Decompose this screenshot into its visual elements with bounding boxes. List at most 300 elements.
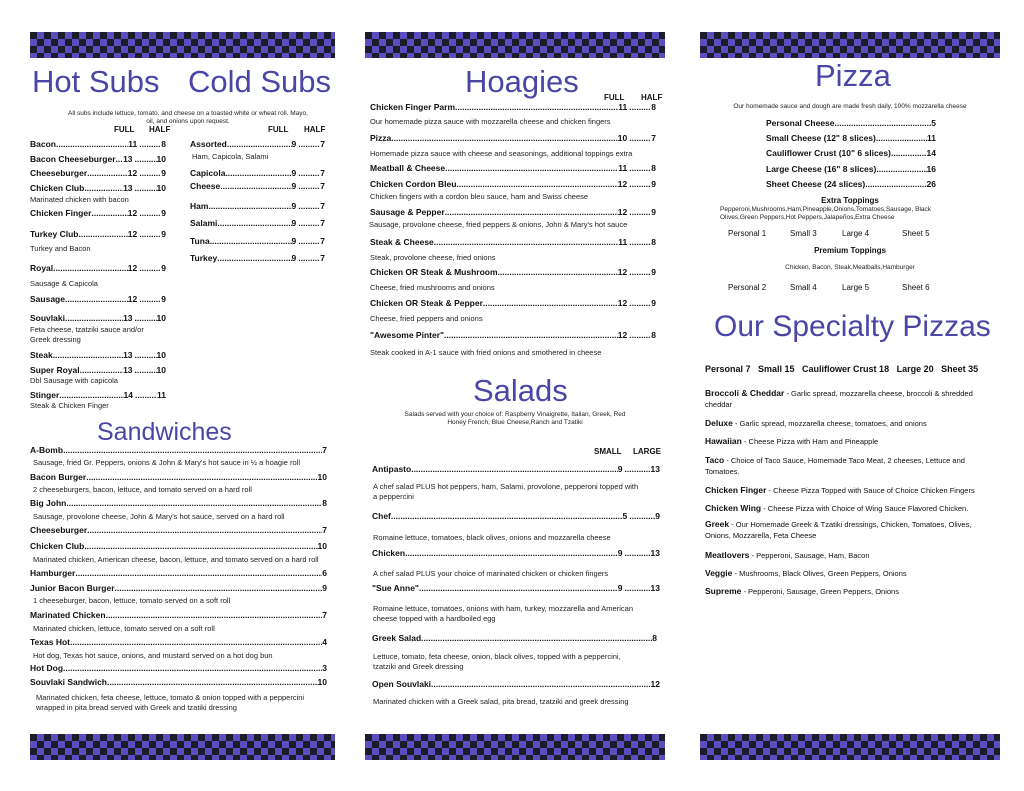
dot-leader <box>79 229 128 239</box>
pizza-title: Pizza <box>815 58 891 93</box>
item-price-large: 9 <box>655 511 660 521</box>
item-name: "Awesome Pinter" <box>370 330 445 340</box>
specialty-name: Taco <box>705 455 725 465</box>
specialty-name: Veggie <box>705 568 733 578</box>
topping-price: Large 4 <box>842 229 870 238</box>
item-name: Pizza <box>370 133 392 143</box>
checker-border-top <box>365 32 665 58</box>
item-price-full: 12 <box>127 168 138 178</box>
dot-leader <box>298 139 320 149</box>
premium-toppings-list: Chicken, Bacon, Steak,Meatballs,Hamburger <box>785 264 915 271</box>
specialty-pizza-item <box>705 519 990 541</box>
dot-leader <box>135 390 157 400</box>
item-name: Turkey <box>190 253 218 263</box>
item-name: Chicken <box>372 548 406 558</box>
item-name: Cheeseburger <box>30 168 88 178</box>
item-name: Cheese <box>190 181 221 191</box>
item-price-full: 12 <box>617 207 628 217</box>
item-description: 1 cheeseburger, bacon, lettuce, tomato served on a soft roll <box>33 596 231 605</box>
item-name: Capicola <box>190 168 226 178</box>
item-price-large: 13 <box>650 583 660 593</box>
item-price-full: 9 <box>291 181 297 191</box>
dot-leader <box>629 267 651 277</box>
dot-leader <box>65 313 123 323</box>
item-price-full: 9 <box>291 168 297 178</box>
menu-item-row <box>30 663 327 673</box>
item-price-half: 9 <box>161 208 166 218</box>
menu-item-row <box>372 511 660 521</box>
dot-leader <box>135 154 157 164</box>
specialty-desc: - Cheese Pizza with Choice of Wing Sauce Flavored Chicken. <box>761 504 969 513</box>
menu-item-row <box>30 229 166 239</box>
item-description: Marinated chicken, lettuce, tomato served on a soft roll <box>33 624 215 633</box>
item-price-half: 9 <box>161 263 166 273</box>
dot-leader <box>625 464 651 474</box>
dot-leader <box>891 148 927 158</box>
specialty-prices: Personal 7 Small 15 Cauliflower Crust 18 Large 20 Sheet 35 <box>705 364 979 374</box>
menu-item-row <box>190 218 325 228</box>
item-name: Chicken Finger Parm <box>370 102 456 112</box>
dot-leader <box>298 236 320 246</box>
specialty-name: Chicken Wing <box>705 503 762 513</box>
item-description: Feta cheese, tzatziki sauce and/or Greek dressing <box>30 325 144 344</box>
specialty-name: Deluxe <box>705 418 733 428</box>
item-name: Sheet Cheese (24 slices) <box>766 179 866 189</box>
item-price-price: 7 <box>322 445 327 455</box>
dot-leader <box>135 313 157 323</box>
item-price: 11 <box>927 133 936 143</box>
hoagies-title: Hoagies <box>465 64 579 99</box>
item-description: Turkey and Bacon <box>30 244 91 253</box>
dot-leader <box>876 164 926 174</box>
item-name: Steak & Cheese <box>370 237 434 247</box>
item-name: Small Cheese (12" 8 slices) <box>766 133 876 143</box>
dot-leader <box>87 525 322 535</box>
specialty-name: Meatlovers <box>705 550 750 560</box>
menu-item-row <box>190 181 325 191</box>
menu-item-row <box>370 298 656 308</box>
item-name: Sausage & Pepper <box>370 207 445 217</box>
item-name: Antipasto <box>372 464 412 474</box>
menu-item-row <box>370 237 656 247</box>
dot-leader <box>835 118 932 128</box>
menu-item-row <box>190 201 325 211</box>
dot-leader <box>106 610 323 620</box>
menu-item-row <box>372 548 660 558</box>
menu-item-row <box>30 139 166 149</box>
hot-half-header: HALF <box>149 125 171 134</box>
pizza-size-row <box>766 179 936 189</box>
checker-border-top <box>700 32 1000 58</box>
specialty-name: Greek <box>705 519 730 529</box>
dot-leader <box>629 133 651 143</box>
item-price-price: 8 <box>652 633 657 643</box>
item-price: 26 <box>926 179 936 189</box>
item-price-full: 12 <box>617 267 628 277</box>
item-price-price: 10 <box>317 541 327 551</box>
topping-price: Sheet 5 <box>902 229 930 238</box>
dot-leader <box>75 568 322 578</box>
item-name: Chicken Club <box>30 541 85 551</box>
item-name: "Sue Anne" <box>372 583 419 593</box>
dot-leader <box>629 511 655 521</box>
item-name: Chicken Finger <box>30 208 92 218</box>
dot-leader <box>70 637 322 647</box>
item-price-full: 12 <box>617 330 628 340</box>
item-price-full: 13 <box>123 350 133 360</box>
dot-leader <box>629 237 651 247</box>
topping-price: Personal 2 <box>728 283 767 292</box>
item-price-full: 9 <box>291 253 297 263</box>
item-price-half: 7 <box>320 168 325 178</box>
menu-item-row <box>372 464 660 474</box>
menu-item-row <box>370 179 656 189</box>
item-price-half: 9 <box>161 229 166 239</box>
item-description: Steak & Chicken Finger <box>30 401 109 410</box>
hoagies-half-header: HALF <box>641 93 663 102</box>
menu-item-row <box>190 139 325 149</box>
dot-leader <box>115 583 323 593</box>
item-price-half: 10 <box>156 350 166 360</box>
item-description: Sausage, fried Gr. Peppers, onions & John & Mary's hot sauce in ½ a hoagie roll <box>33 458 301 467</box>
item-description: Marinated chicken, American cheese, bacon, lettuce, and tomato served on a hard roll <box>33 555 319 564</box>
specialty-desc: - Garlic spread, mozzarella cheese, tomatoes, and onions <box>732 419 927 428</box>
specialty-pizza-item <box>705 550 990 561</box>
item-price-half: 8 <box>651 330 656 340</box>
topping-price: Large 5 <box>842 283 870 292</box>
item-description: Romaine lettuce, tomatoes, onions with ham, turkey, mozzarella and American cheese topped with a hardboiled egg <box>373 604 633 623</box>
item-name: Stinger <box>30 390 60 400</box>
salads-large-header: LARGE <box>633 447 661 456</box>
item-name: Super Royal <box>30 365 80 375</box>
dot-leader <box>298 181 320 191</box>
dot-leader <box>53 350 123 360</box>
menu-item-row <box>370 102 656 112</box>
menu-item-row <box>30 610 327 620</box>
item-price-half: 7 <box>320 253 325 263</box>
specialty-pizza-item <box>705 485 990 496</box>
item-price-price: 10 <box>317 472 327 482</box>
menu-item-row <box>30 183 166 193</box>
specialty-desc: - Pepperoni, Sausage, Green Peppers, Onions <box>741 587 899 596</box>
item-price-price: 12 <box>650 679 660 689</box>
checker-border-bottom <box>700 734 1000 760</box>
item-description: Steak, provolone cheese, fried onions <box>370 253 496 262</box>
item-name: Cheeseburger <box>30 525 88 535</box>
dot-leader <box>483 298 618 308</box>
item-description: Lettuce, tomato, feta cheese, onion, black olives, topped with a peppercini, tzatziki and Greek dressing <box>373 652 621 671</box>
item-name: Big John <box>30 498 67 508</box>
item-price-full: 12 <box>127 229 138 239</box>
item-price-price: 3 <box>322 663 327 673</box>
item-description: Marinated chicken, feta cheese, lettuce, tomato & onion topped with a peppercini wrapped in pita bread served with Greek and tzatiki dressing <box>36 693 305 712</box>
item-price-half: 9 <box>161 168 166 178</box>
item-name: Tuna <box>190 236 210 246</box>
menu-item-row <box>30 263 166 273</box>
dot-leader <box>298 168 320 178</box>
specialty-pizzas-title: Our Specialty Pizzas <box>714 310 991 343</box>
menu-item-row <box>30 154 166 164</box>
item-description: Steak cooked in A-1 sauce with fried onions and smothered in cheese <box>370 348 602 357</box>
topping-price: Small 4 <box>790 283 817 292</box>
item-description: Homemade pizza sauce with cheese and seasonings, additional toppings extra <box>370 149 633 158</box>
item-name: Marinated Chicken <box>30 610 106 620</box>
cold-half-header: HALF <box>304 125 326 134</box>
item-price-full: 12 <box>127 208 138 218</box>
item-price-half: 8 <box>651 102 656 112</box>
item-price-price: 7 <box>322 610 327 620</box>
item-name: Turkey Club <box>30 229 79 239</box>
dot-leader <box>445 163 618 173</box>
menu-item-row <box>30 568 327 578</box>
menu-item-row <box>30 677 327 687</box>
dot-leader <box>419 583 618 593</box>
item-description: Sausage, provolone cheese, fried peppers & onions, John & Mary's hot sauce <box>369 220 628 229</box>
item-name: Salami <box>190 218 218 228</box>
dot-leader <box>298 218 320 228</box>
item-price-half: 10 <box>156 313 166 323</box>
dot-leader <box>139 229 161 239</box>
dot-leader <box>629 207 651 217</box>
dot-leader <box>84 183 123 193</box>
item-price-full: 11 <box>128 139 138 149</box>
menu-item-row <box>30 637 327 647</box>
item-name: Bacon Burger <box>30 472 87 482</box>
item-description: Marinated chicken with bacon <box>30 195 129 204</box>
subs-note: All subs include lettuce, tomato, and cheese on a toasted white or wheat roll. Mayo, oil, and onions upon request. <box>68 110 308 125</box>
item-price-full: 11 <box>618 237 628 247</box>
item-price-price: 9 <box>322 583 327 593</box>
menu-item-row <box>372 583 660 593</box>
item-description: Hot dog, Texas hot sauce, onions, and mustard served on a hot dog bun <box>33 651 273 660</box>
dot-leader <box>391 511 623 521</box>
dot-leader <box>139 263 161 273</box>
menu-item-row <box>30 445 327 455</box>
specialty-pizza-item <box>705 503 990 514</box>
dot-leader <box>87 168 128 178</box>
item-price-half: 11 <box>157 390 166 400</box>
item-price-half: 10 <box>156 154 166 164</box>
dot-leader <box>227 139 292 149</box>
dot-leader <box>63 663 322 673</box>
item-price-half: 8 <box>651 237 656 247</box>
dot-leader <box>876 133 927 143</box>
item-name: Assorted <box>190 139 227 149</box>
dot-leader <box>139 294 161 304</box>
item-name: Cauliflower Crust (10" 6 slices) <box>766 148 891 158</box>
pizza-note: Our homemade sauce and dough are made fresh daily, 100% mozzarella cheese <box>733 103 967 110</box>
specialty-name: Hawaiian <box>705 436 742 446</box>
menu-item-row <box>370 330 656 340</box>
item-name: Chicken OR Steak & Pepper <box>370 298 483 308</box>
item-description: Dbl Sausage with capicola <box>30 376 118 385</box>
item-name: Large Cheese (16" 8 slices) <box>766 164 877 174</box>
specialty-pizza-item <box>705 455 990 477</box>
item-price-small: 5 <box>622 511 628 521</box>
dot-leader <box>625 548 651 558</box>
specialty-name: Broccoli & Cheddar <box>705 388 785 398</box>
column-hoagies-salads <box>365 0 665 791</box>
item-description: A chef salad PLUS hot peppers, ham, Salami, provolone, pepperoni topped with a peppercini <box>373 482 639 501</box>
item-price-half: 8 <box>651 163 656 173</box>
item-name: Greek Salad <box>372 633 422 643</box>
cold-full-header: FULL <box>268 125 289 134</box>
item-price-full: 10 <box>617 133 628 143</box>
specialty-pizza-item <box>705 586 990 597</box>
dot-leader <box>84 541 317 551</box>
specialty-name: Supreme <box>705 586 742 596</box>
menu-item-row <box>30 583 327 593</box>
dot-leader <box>225 168 291 178</box>
item-description: Chicken fingers with a cordon bleu sauce, ham and Swiss cheese <box>370 192 589 201</box>
item-price-full: 13 <box>123 313 133 323</box>
specialty-desc: - Cheese Pizza with Ham and Pineapple <box>741 437 879 446</box>
salads-small-header: SMALL <box>594 447 622 456</box>
pizza-size-row <box>766 164 936 174</box>
item-name: Bacon Cheeseburger <box>30 154 116 164</box>
pizza-size-row <box>766 133 936 143</box>
dot-leader <box>66 498 322 508</box>
item-price-half: 7 <box>320 181 325 191</box>
dot-leader <box>65 294 128 304</box>
dot-leader <box>445 207 618 217</box>
item-name: Steak <box>30 350 53 360</box>
item-price-half: 8 <box>161 139 166 149</box>
item-price-price: 6 <box>322 568 327 578</box>
specialty-pizza-item <box>705 436 990 447</box>
checker-border-bottom <box>365 734 665 760</box>
item-name: Chef <box>372 511 391 521</box>
item-price-price: 10 <box>317 677 327 687</box>
dot-leader <box>498 267 618 277</box>
item-price-full: 13 <box>123 183 133 193</box>
item-price-large: 13 <box>650 548 660 558</box>
item-price-full: 9 <box>291 218 297 228</box>
premium-toppings-title: Premium Toppings <box>814 246 886 255</box>
menu-item-row <box>190 253 325 263</box>
item-name: Hot Dog <box>30 663 64 673</box>
menu-item-row <box>30 168 166 178</box>
dot-leader <box>391 133 618 143</box>
item-price: 16 <box>926 164 936 174</box>
item-name: Personal Cheese <box>766 118 835 128</box>
dot-leader <box>220 181 291 191</box>
menu-item-row <box>30 208 166 218</box>
dot-leader <box>208 201 291 211</box>
item-name: Souvlaki <box>30 313 65 323</box>
item-price: 14 <box>926 148 936 158</box>
dot-leader <box>629 330 651 340</box>
dot-leader <box>217 253 291 263</box>
dot-leader <box>217 218 291 228</box>
item-price-half: 9 <box>651 207 656 217</box>
item-price-half: 9 <box>651 267 656 277</box>
item-name: Royal <box>30 263 54 273</box>
item-price-half: 7 <box>320 139 325 149</box>
dot-leader <box>135 183 157 193</box>
item-name: A-Bomb <box>30 445 64 455</box>
item-price-half: 9 <box>161 294 166 304</box>
item-description: A chef salad PLUS your choice of marinated chicken or chicken fingers <box>373 569 609 578</box>
checker-border-bottom <box>30 734 335 760</box>
menu-item-row <box>372 633 657 643</box>
item-price-small: 9 <box>617 548 623 558</box>
menu-item-row <box>190 236 325 246</box>
dot-leader <box>135 365 157 375</box>
item-description: Ham, Capicola, Salami <box>192 152 269 161</box>
item-description: Sausage & Capicola <box>30 279 98 288</box>
item-price-half: 10 <box>156 183 166 193</box>
item-name: Chicken Club <box>30 183 85 193</box>
item-name: Junior Bacon Burger <box>30 583 115 593</box>
specialty-name: Chicken Finger <box>705 485 767 495</box>
hot-subs-title: Hot Subs <box>32 64 160 99</box>
menu-item-row <box>30 294 166 304</box>
dot-leader <box>298 253 320 263</box>
dot-leader <box>107 677 318 687</box>
item-price-small: 9 <box>617 583 623 593</box>
menu-item-row <box>370 267 656 277</box>
dot-leader <box>865 179 926 189</box>
menu-item-row <box>30 498 327 508</box>
item-price-full: 9 <box>291 236 297 246</box>
dot-leader <box>80 365 123 375</box>
item-name: Bacon <box>30 139 56 149</box>
dot-leader <box>629 102 651 112</box>
item-name: Ham <box>190 201 209 211</box>
item-price-full: 9 <box>291 139 297 149</box>
menu-item-row <box>30 313 166 323</box>
menu-item-row <box>30 472 327 482</box>
topping-price: Small 3 <box>790 229 817 238</box>
dot-leader <box>629 163 651 173</box>
dot-leader <box>135 350 157 360</box>
item-description: Romaine lettuce, tomatoes, black olives, onions and mozzarella cheese <box>373 533 611 542</box>
item-description: Sausage, provolone cheese, John & Mary's hot sauce, served on a hard roll <box>33 512 285 521</box>
item-price-price: 4 <box>322 637 327 647</box>
menu-item-row <box>370 207 656 217</box>
pizza-size-row <box>766 148 936 158</box>
dot-leader <box>405 548 618 558</box>
dot-leader <box>139 168 161 178</box>
dot-leader <box>59 390 123 400</box>
dot-leader <box>421 633 652 643</box>
specialty-desc: - Cheese Pizza Topped with Sauce of Choice Chicken Fingers <box>766 486 975 495</box>
item-description: Marinated chicken with a Greek salad, pita bread, tzatziki and greek dressing <box>373 697 629 706</box>
dot-leader <box>86 472 317 482</box>
dot-leader <box>625 583 651 593</box>
menu-item-row <box>370 133 656 143</box>
item-price-full: 12 <box>617 298 628 308</box>
salads-note: Salads served with your choice of: Raspberry Vinaigrette, Italian, Greek, Red Honey French, Blue Cheese,Ranch and Tzatiki <box>404 411 626 426</box>
menu-item-row <box>30 365 166 375</box>
specialty-pizza-item <box>705 418 990 429</box>
item-price-half: 7 <box>320 218 325 228</box>
dot-leader <box>139 208 161 218</box>
checker-border-top <box>30 32 335 58</box>
item-price-full: 12 <box>127 263 138 273</box>
item-price-half: 9 <box>651 298 656 308</box>
dot-leader <box>56 139 128 149</box>
item-name: Open Souvlaki <box>372 679 432 689</box>
dot-leader <box>629 179 651 189</box>
item-name: Sausage <box>30 294 65 304</box>
dot-leader <box>434 237 618 247</box>
specialty-pizza-item <box>705 568 990 579</box>
extra-toppings-title: Extra Toppings <box>821 196 879 205</box>
dot-leader <box>210 236 292 246</box>
item-description: Our homemade pizza sauce with mozzarella cheese and chicken fingers <box>370 117 611 126</box>
